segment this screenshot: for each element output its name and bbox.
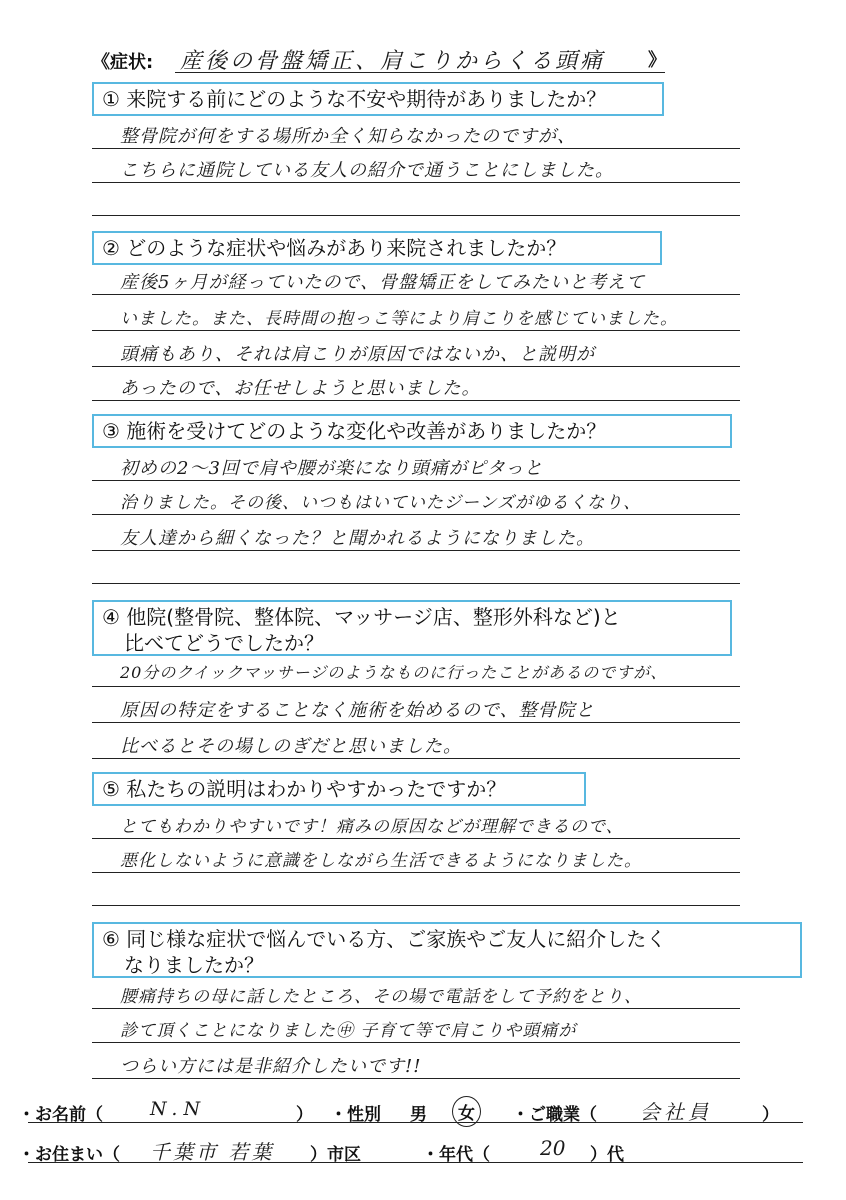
answer-rule	[92, 514, 740, 515]
answer-4-line-2: 原因の特定をすることなく施術を始めるので、整骨院と	[120, 700, 595, 721]
answer-rule	[92, 872, 740, 873]
answer-2-line-2: いました。また、長時間の抱っこ等により肩こりを感じていました。	[120, 309, 678, 329]
answer-rule	[92, 1078, 740, 1079]
name-value: N.N	[150, 1098, 207, 1120]
answer-4-line-3: 比べるとその場しのぎだと思いました。	[120, 736, 462, 757]
job-close: ）	[762, 1105, 779, 1125]
address-close: ）市区	[310, 1145, 361, 1165]
answer-rule	[92, 480, 740, 481]
answer-rule	[92, 758, 740, 759]
footer-rule-2	[28, 1162, 803, 1163]
answer-3-line-3: 友人達から細くなった？と聞かれるようになりました。	[120, 528, 595, 549]
answer-rule	[92, 366, 740, 367]
answer-4-line-1: 20分のクイックマッサージのようなものに行ったことがあるのですが、	[120, 663, 668, 682]
answer-rule	[92, 215, 740, 216]
answer-rule	[92, 838, 740, 839]
answer-rule	[92, 182, 740, 183]
answer-rule	[92, 330, 740, 331]
header-underline	[175, 72, 665, 73]
job-label: ・ご職業（	[512, 1105, 597, 1125]
answer-2-line-3: 頭痛もあり、それは肩こりが原因ではないか、と説明が	[120, 344, 595, 365]
address-value: 千葉市 若葉	[150, 1140, 275, 1164]
footer-rule-1	[28, 1122, 803, 1123]
answer-6-line-2: 診て頂くことになりました㊥ 子育て等で肩こりや頭痛が	[120, 1021, 577, 1041]
answer-6-line-3: つらい方には是非紹介したいです!!	[120, 1056, 422, 1077]
address-label: ・お住まい（	[18, 1145, 120, 1165]
gender-male: 男	[410, 1105, 427, 1125]
answer-5-line-2: 悪化しないように意識をしながら生活できるようになりました。	[120, 851, 642, 871]
answer-rule	[92, 722, 740, 723]
question-5: ⑤ 私たちの説明はわかりやすかったですか？	[92, 772, 586, 806]
question-1: ① 来院する前にどのような不安や期待がありましたか？	[92, 82, 664, 116]
answer-rule	[92, 148, 740, 149]
name-close: ）	[296, 1105, 313, 1125]
gender-label: ・性別	[330, 1105, 381, 1125]
age-close: ）代	[590, 1145, 624, 1165]
answer-2-line-1: 産後5ヶ月が経っていたので、骨盤矯正をしてみたいと考えて	[120, 272, 646, 293]
question-2: ② どのような症状や悩みがあり来院されましたか？	[92, 231, 662, 265]
age-label: ・年代（	[422, 1145, 490, 1165]
answer-5-line-1: とてもわかりやすいです！痛みの原因などが理解できるので、	[120, 817, 624, 837]
question-3: ③ 施術を受けてどのような変化や改善がありましたか？	[92, 414, 732, 448]
job-value: 会社員	[640, 1100, 712, 1124]
answer-6-line-1: 腰痛持ちの母に話したところ、その場で電話をして予約をとり、	[120, 987, 642, 1007]
answer-rule	[92, 905, 740, 906]
question-6: ⑥ 同じ様な症状で悩んでいる方、ご家族やご友人に紹介したく なりましたか？	[92, 922, 802, 978]
answer-1-line-2: こちらに通院している友人の紹介で通うことにしました。	[120, 160, 614, 181]
answer-rule	[92, 294, 740, 295]
symptom-label: 《症状:	[92, 52, 154, 73]
answer-3-line-1: 初めの2〜3回で肩や腰が楽になり頭痛がピタっと	[120, 458, 544, 479]
gender-female-selected: 女	[452, 1096, 481, 1127]
answer-2-line-4: あったので、お任せしようと思いました。	[120, 378, 481, 399]
symptom-value: 産後の骨盤矯正、肩こりからくる頭痛	[180, 49, 606, 74]
answer-1-line-1: 整骨院が何をする場所か全く知らなかったのですが、	[120, 126, 576, 147]
answer-rule	[92, 686, 740, 687]
answer-3-line-2: 治りました。その後、いつもはいていたジーンズがゆるくなり、	[120, 493, 642, 513]
name-label: ・お名前（	[18, 1105, 103, 1125]
symptom-close: 》	[648, 50, 666, 71]
question-4: ④ 他院(整骨院、整体院、マッサージ店、整形外科など)と 比べてどうでしたか？	[92, 600, 732, 656]
answer-rule	[92, 1008, 740, 1009]
age-value: 20	[540, 1136, 566, 1160]
answer-rule	[92, 1042, 740, 1043]
answer-rule	[92, 550, 740, 551]
answer-rule	[92, 583, 740, 584]
answer-rule	[92, 400, 740, 401]
